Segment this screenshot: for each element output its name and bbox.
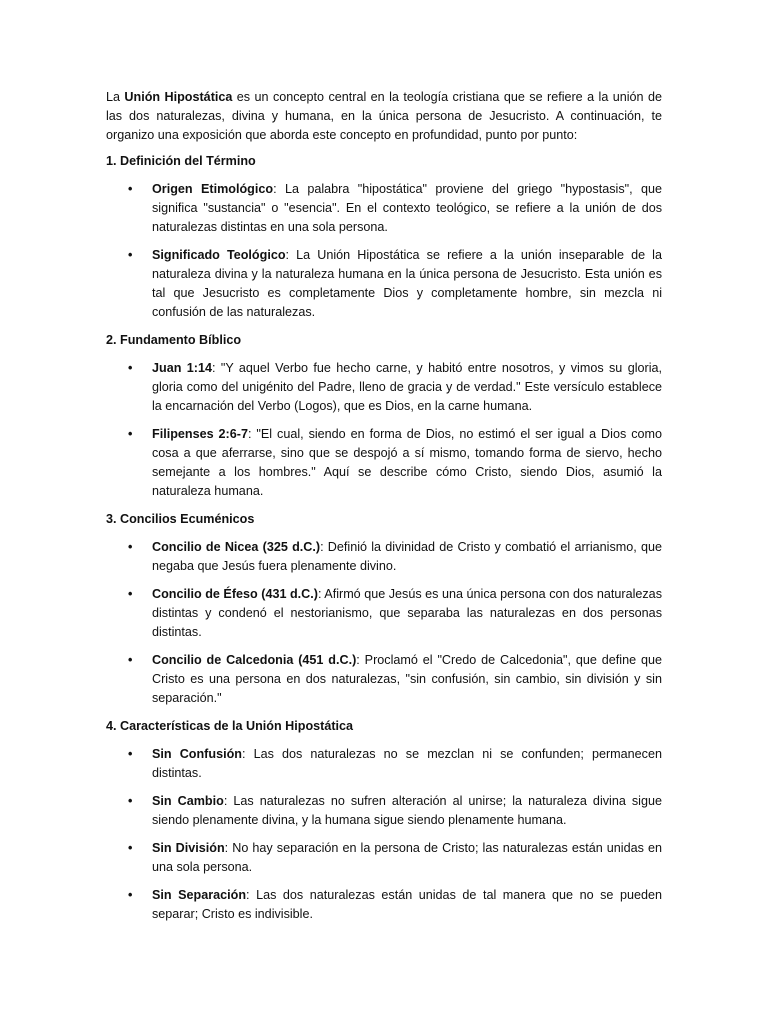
list-item [106, 585, 662, 642]
section-1 [106, 152, 662, 322]
item-text: : Las naturalezas no sufren alteración al unirse; la naturaleza divina sigue siendo plenamente divina, y la humana sigue siendo plenamente humana. [152, 794, 662, 827]
item-text: : Proclamó el "Credo de Calcedonia", que define que Cristo es una persona en dos naturalezas, "sin confusión, sin cambio, sin división y sin separación." [152, 653, 662, 705]
list-item [106, 886, 662, 924]
bullet-icon: • [128, 794, 133, 808]
list-item [106, 538, 662, 576]
item-term: Sin División [152, 841, 225, 855]
bullet-icon: • [128, 427, 133, 441]
item-text: : "El cual, siendo en forma de Dios, no estimó el ser igual a Dios como cosa a que aferrarse, sino que se despojó a sí mismo, tomando forma de siervo, hecho semejante a los hombres." Aquí se describe cómo Cristo, siendo Dios, asumió la naturaleza humana. [152, 427, 662, 498]
section-2 [106, 331, 662, 501]
item-text: : Definió la divinidad de Cristo y combatió el arrianismo, que negaba que Jesús fuera plenamente divino. [152, 540, 662, 573]
bullet-icon: • [128, 248, 133, 262]
section-3 [106, 510, 662, 708]
item-term: Concilio de Nicea (325 d.C.) [152, 540, 321, 554]
item-term: Sin Confusión [152, 747, 242, 761]
bullet-list [106, 180, 662, 322]
bullet-icon: • [128, 587, 133, 601]
section-heading: 3. Concilios Ecuménicos [106, 512, 255, 526]
item-text: : Las dos naturalezas no se mezclan ni se confunden; permanecen distintas. [152, 747, 662, 780]
list-item [106, 745, 662, 783]
bullet-list [106, 745, 662, 924]
section-heading: 4. Características de la Unión Hipostática [106, 719, 354, 733]
item-text: : No hay separación en la persona de Cristo; las naturalezas están unidas en una sola persona. [152, 841, 662, 874]
item-text: : "Y aquel Verbo fue hecho carne, y habitó entre nosotros, y vimos su gloria, gloria como del unigénito del Padre, lleno de gracia y de verdad." Este versículo establece la encarnación del Verbo (Logos), que es Dios, en la carne humana. [152, 361, 663, 413]
item-term: Sin Cambio [152, 794, 224, 808]
intro-lead: La [106, 90, 125, 104]
list-item [106, 651, 662, 708]
list-item [106, 839, 662, 877]
intro-paragraph [106, 88, 662, 145]
document-page [106, 88, 662, 933]
bullet-icon: • [128, 747, 133, 761]
item-term: Origen Etimológico [152, 182, 274, 196]
item-term: Significado Teológico [152, 248, 286, 262]
list-item [106, 425, 662, 501]
list-item [106, 180, 662, 237]
bullet-icon: • [128, 540, 133, 554]
item-term: Juan 1:14 [152, 361, 212, 375]
section-heading: 2. Fundamento Bíblico [106, 333, 242, 347]
section-heading: 1. Definición del Término [106, 154, 256, 168]
list-item [106, 246, 662, 322]
bullet-icon: • [128, 361, 133, 375]
intro-text: es un concepto central en la teología cristiana que se refiere a la unión de las dos naturalezas, divina y humana, en la única persona de Jesucristo. A continuación, te organizo una exposición que aborda este concepto en profundidad, punto por punto: [106, 90, 662, 142]
item-text: : La palabra "hipostática" proviene del griego "hypostasis", que significa "sustancia" o "esencia". En el contexto teológico, se refiere a la unión de dos naturalezas distintas en una sola persona. [152, 182, 662, 234]
section-4 [106, 717, 662, 924]
item-term: Sin Separación [152, 888, 247, 902]
item-term: Concilio de Éfeso (431 d.C.) [152, 587, 318, 601]
list-item [106, 359, 662, 416]
list-item [106, 792, 662, 830]
item-text: : Las dos naturalezas están unidas de tal manera que no se pueden separar; Cristo es indivisible. [152, 888, 662, 921]
bullet-icon: • [128, 888, 133, 902]
item-term: Filipenses 2:6-7 [152, 427, 248, 441]
bullet-icon: • [128, 653, 133, 667]
bullet-list [106, 359, 662, 501]
bullet-icon: • [128, 841, 133, 855]
item-text: : La Unión Hipostática se refiere a la unión inseparable de la naturaleza divina y la naturaleza humana en la única persona de Jesucristo. Esta unión es tal que Jesucristo es completamente Dios y completamente hombre, sin mezcla ni confusión de las naturalezas. [152, 248, 662, 319]
intro-term: Unión Hipostática [124, 90, 233, 104]
item-term: Concilio de Calcedonia (451 d.C.) [152, 653, 357, 667]
bullet-list [106, 538, 662, 708]
bullet-icon: • [128, 182, 133, 196]
item-text: : Afirmó que Jesús es una única persona con dos naturalezas distintas y condenó el nestorianismo, que separaba las naturalezas en dos personas distintas. [152, 587, 662, 639]
